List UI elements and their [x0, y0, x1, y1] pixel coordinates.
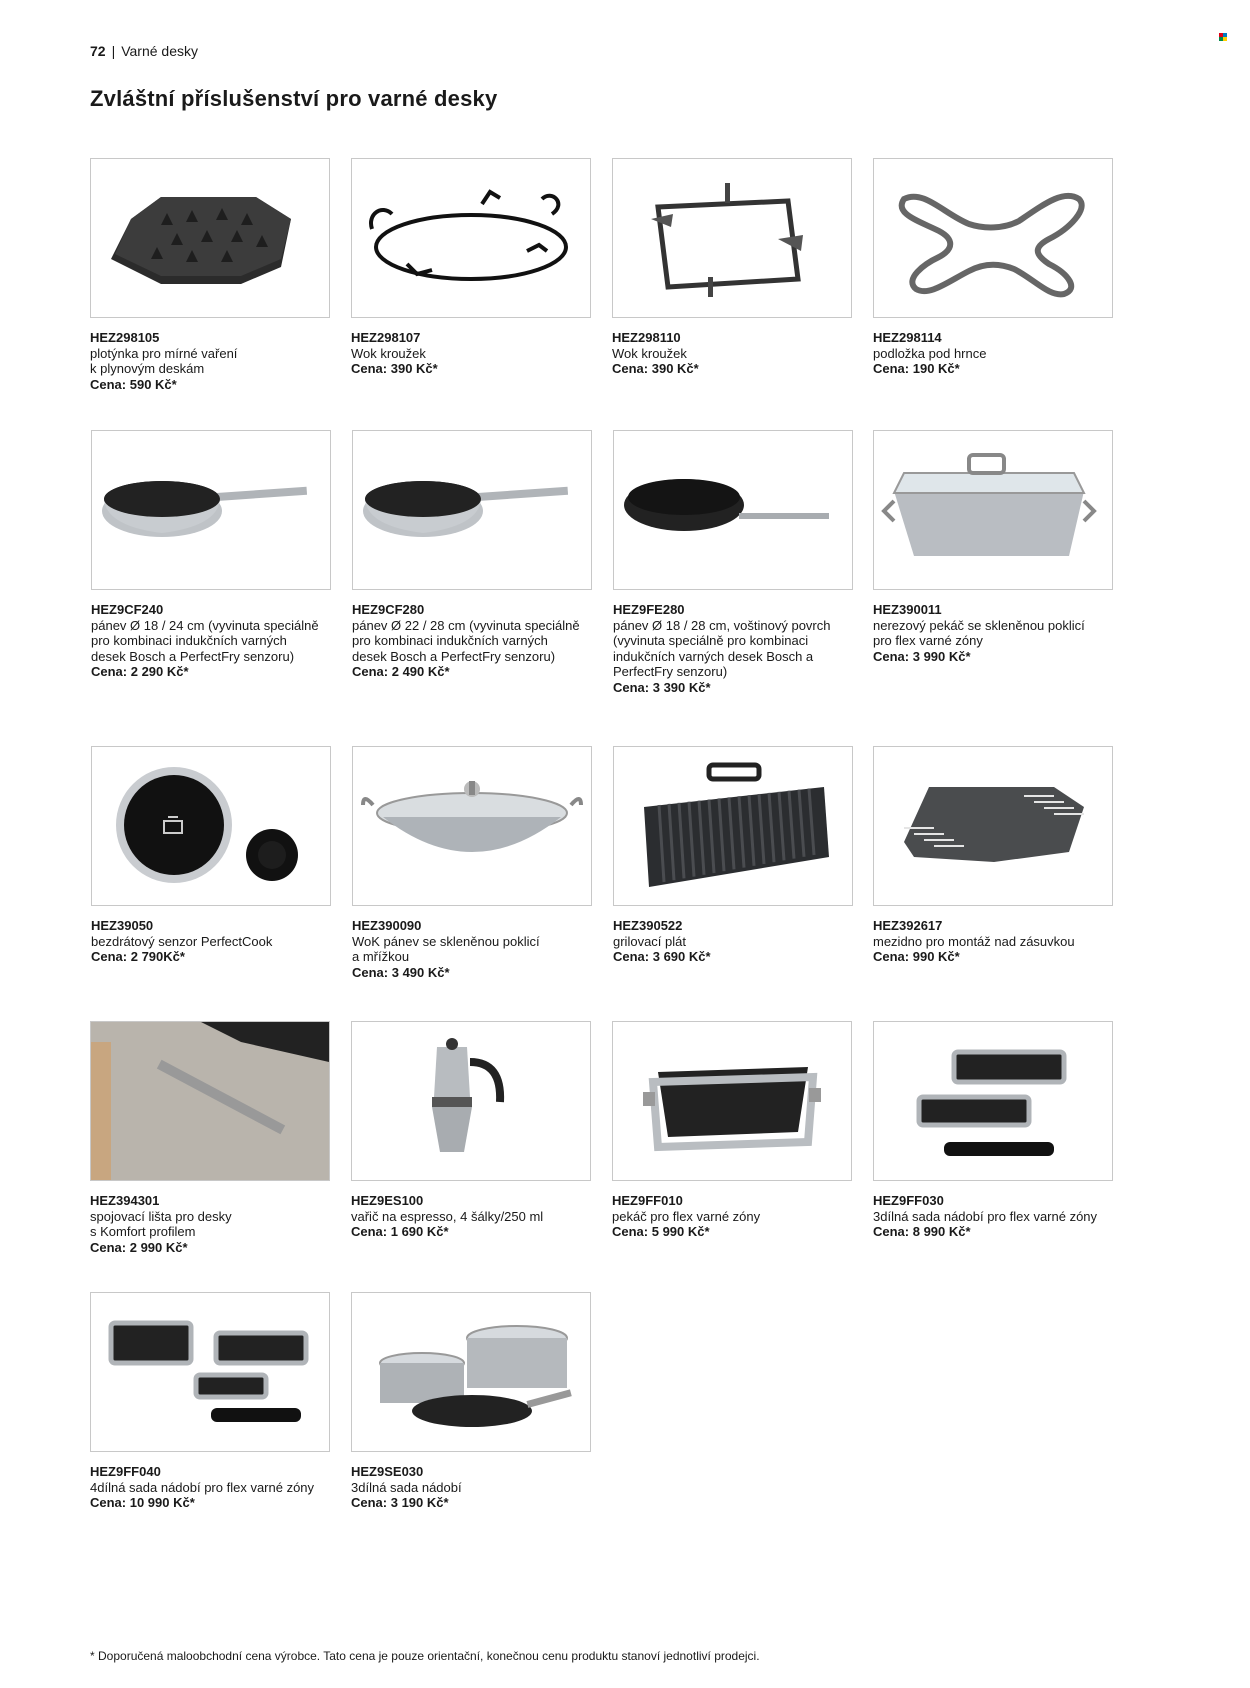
product-price: Cena: 390 Kč* [612, 361, 699, 376]
product-price: Cena: 2 490 Kč* [352, 664, 450, 679]
product-price: Cena: 2 290 Kč* [91, 664, 189, 679]
product-image [613, 746, 853, 906]
frying-pan-black-icon [614, 431, 852, 589]
product-item [613, 746, 853, 965]
product-description: grilovací plát [613, 933, 686, 949]
product-code: HEZ390090 [352, 918, 422, 933]
product-image [612, 1021, 852, 1181]
product-description: nerezový pekáč se skleněnou poklicí pro flex varné zóny [873, 617, 1085, 648]
product-image [873, 1021, 1113, 1181]
product-image [91, 430, 331, 590]
espresso-maker-icon [352, 1022, 590, 1180]
product-description: pánev Ø 18 / 24 cm (vyvinuta speciálně pro kombinaci indukčních varných desek Bosch a PerfectFry senzoru) [91, 617, 319, 664]
product-price: Cena: 8 990 Kč* [873, 1224, 971, 1239]
product-code: HEZ394301 [90, 1193, 160, 1208]
product-description: pánev Ø 18 / 28 cm, voštinový povrch (vyvinuta speciálně pro kombinaci indukčních varných desek Bosch a PerfectFry senzoru) [613, 617, 831, 679]
product-image [90, 158, 330, 318]
product-price: Cena: 990 Kč* [873, 949, 960, 964]
product-price: Cena: 3 190 Kč* [351, 1495, 449, 1510]
product-item [873, 430, 1113, 664]
product-image [351, 158, 591, 318]
page-header [90, 43, 198, 59]
pot-support-icon [874, 159, 1112, 317]
frying-pan-icon [353, 431, 591, 589]
product-description: WoK pánev se skleněnou poklicí a mřížkou [352, 933, 540, 964]
product-item [612, 158, 852, 377]
product-code: HEZ9FE280 [613, 602, 685, 617]
header-separator: | [111, 43, 116, 59]
simmer-plate-icon [91, 159, 329, 317]
product-code: HEZ298114 [873, 330, 942, 345]
product-code: HEZ9FF030 [873, 1193, 944, 1208]
product-price: Cena: 3 690 Kč* [613, 949, 711, 964]
product-price: Cena: 390 Kč* [351, 361, 438, 376]
product-price: Cena: 5 990 Kč* [612, 1224, 710, 1239]
product-item [612, 1021, 852, 1240]
product-description: 3dílná sada nádobí pro flex varné zóny [873, 1208, 1098, 1224]
product-image [352, 746, 592, 906]
roasting-pan-icon [613, 1022, 851, 1180]
product-item [873, 1021, 1113, 1240]
frying-pan-icon [92, 431, 330, 589]
wok-pan-icon [353, 747, 591, 905]
brand-logo-icon [1219, 33, 1227, 41]
product-image [612, 158, 852, 318]
product-description: Wok kroužek [612, 345, 687, 361]
section-name: Varné desky [121, 43, 198, 59]
product-price: Cena: 1 690 Kč* [351, 1224, 449, 1239]
product-code: HEZ9CF240 [91, 602, 164, 617]
product-description: bezdrátový senzor PerfectCook [91, 933, 273, 949]
product-code: HEZ9SE030 [351, 1464, 424, 1479]
product-code: HEZ39050 [91, 918, 154, 933]
product-code: HEZ298107 [351, 330, 421, 345]
product-item [873, 746, 1113, 965]
product-item [90, 1021, 330, 1255]
product-item [90, 158, 330, 392]
product-price: Cena: 3 490 Kč* [352, 964, 450, 980]
product-image [91, 746, 331, 906]
product-description: 4dílná sada nádobí pro flex varné zóny [90, 1479, 315, 1495]
product-item [351, 1021, 591, 1240]
connecting-strip-icon [91, 1022, 329, 1180]
product-description: vařič na espresso, 4 šálky/250 ml [351, 1208, 544, 1224]
wok-ring-square-icon [613, 159, 851, 317]
product-code: HEZ9ES100 [351, 1193, 424, 1208]
product-description: 3dílná sada nádobí [351, 1479, 462, 1495]
product-item [90, 1292, 330, 1511]
product-price: Cena: 2 790Kč* [91, 949, 185, 964]
product-image [352, 430, 592, 590]
product-item [351, 1292, 591, 1511]
product-price: Cena: 590 Kč* [90, 376, 177, 392]
product-code: HEZ9FF010 [612, 1193, 683, 1208]
product-description: plotýnka pro mírné vaření k plynovým deskám [90, 345, 238, 376]
product-code: HEZ298105 [90, 330, 160, 345]
product-item [873, 158, 1113, 377]
product-image [90, 1292, 330, 1452]
product-image [351, 1021, 591, 1181]
product-image [613, 430, 853, 590]
product-description: podložka pod hrnce [873, 345, 987, 361]
wok-ring-icon [352, 159, 590, 317]
product-image [90, 1021, 330, 1181]
product-code: HEZ9FF040 [90, 1464, 161, 1479]
product-price: Cena: 3 990 Kč* [873, 648, 971, 664]
product-image [873, 746, 1113, 906]
page-number: 72 [90, 43, 106, 59]
product-item [613, 430, 853, 695]
intermediate-floor-icon [874, 747, 1112, 905]
product-description: mezidno pro montáž nad zásuvkou [873, 933, 1075, 949]
cookware-set-4-icon [91, 1293, 329, 1451]
product-price: Cena: 3 390 Kč* [613, 679, 711, 695]
product-image [351, 1292, 591, 1452]
product-item [352, 746, 592, 980]
product-price: Cena: 10 990 Kč* [90, 1495, 195, 1510]
pot-set-icon [352, 1293, 590, 1451]
sensor-icon [92, 747, 330, 905]
product-item [351, 158, 591, 377]
cookware-set-3-icon [874, 1022, 1112, 1180]
product-item [91, 430, 331, 680]
roaster-glass-lid-icon [874, 431, 1112, 589]
product-image [873, 430, 1113, 590]
product-code: HEZ298110 [612, 330, 681, 345]
product-item [91, 746, 331, 965]
product-code: HEZ390522 [613, 918, 683, 933]
footnote: * Doporučená maloobchodní cena výrobce. Tato cena je pouze orientační, konečnou cenu produktu stanoví jednotliví prodejci. [90, 1649, 760, 1663]
product-image [873, 158, 1113, 318]
product-description: pekáč pro flex varné zóny [612, 1208, 761, 1224]
product-price: Cena: 2 990 Kč* [90, 1239, 188, 1255]
product-description: Wok kroužek [351, 345, 426, 361]
product-code: HEZ9CF280 [352, 602, 425, 617]
product-item [352, 430, 592, 680]
product-description: spojovací lišta pro desky s Komfort profilem [90, 1208, 232, 1239]
page-title: Zvláštní příslušenství pro varné desky [90, 86, 498, 111]
product-code: HEZ390011 [873, 602, 942, 617]
product-code: HEZ392617 [873, 918, 943, 933]
grill-plate-icon [614, 747, 852, 905]
product-description: pánev Ø 22 / 28 cm (vyvinuta speciálně pro kombinaci indukčních varných desek Bosch a PerfectFry senzoru) [352, 617, 580, 664]
product-price: Cena: 190 Kč* [873, 361, 960, 376]
